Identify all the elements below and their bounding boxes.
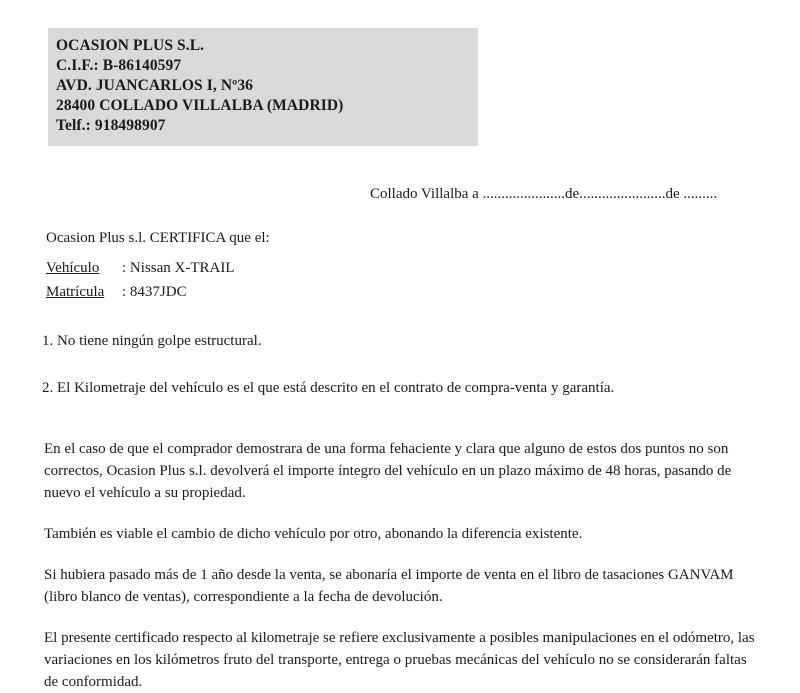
company-address-street: AVD. JUANCARLOS I, Nº36 xyxy=(56,77,254,94)
dateline: Collado Villalba a ......................de.......................de ......... xyxy=(370,186,718,202)
vehicle-field-label: Vehículo xyxy=(46,260,100,276)
terms-paragraph-3: Si hubiera pasado más de 1 año desde la venta, se abonaría el importe de venta en el libro de tasaciones GANVAM (libro blanco de ventas), correspondiente a la fecha de devolución. xyxy=(44,567,734,605)
terms-paragraph-1: En el caso de que el comprador demostrara de una forma fehaciente y clara que alguno de estos dos puntos no son correctos, Ocasion Plus s.l. devolverá el importe íntegro del vehículo en un plazo máximo de 48 horas, pasando de nuevo el vehículo a su propiedad. xyxy=(44,441,732,501)
vehicle-field-value: : Nissan X-TRAIL xyxy=(122,260,235,276)
company-cif: C.I.F.: B-86140597 xyxy=(56,57,182,74)
certification-intro: Ocasion Plus s.l. CERTIFICA que el: xyxy=(46,230,270,246)
vehicle-field-row xyxy=(46,257,766,279)
company-phone: Telf.: 918498907 xyxy=(56,117,166,134)
terms-paragraphs xyxy=(44,438,762,693)
terms-paragraph-4: El presente certificado respecto al kilometraje se refiere exclusivamente a posibles manipulaciones en el odómetro, las variaciones en los kilómetros fruto del transporte, entrega o pruebas mecánicas del vehículo no se considerarán faltas de conformidad. xyxy=(44,630,755,690)
certification-block xyxy=(46,228,766,305)
plate-field-row xyxy=(46,281,766,303)
company-name: OCASION PLUS S.L. xyxy=(56,37,205,54)
certified-point-1: 1. No tiene ningún golpe estructural. xyxy=(42,333,262,349)
terms-paragraph-2: También es viable el cambio de dicho vehículo por otro, abonando la diferencia existente. xyxy=(44,526,583,542)
certified-point-2: 2. El Kilometraje del vehículo es el que está descrito en el contrato de compra-venta y garantía. xyxy=(42,380,615,396)
certified-points-list xyxy=(42,331,772,425)
plate-field-value: : 8437JDC xyxy=(122,284,187,300)
plate-field-label: Matrícula xyxy=(46,284,105,300)
company-address-city: 28400 COLLADO VILLALBA (MADRID) xyxy=(56,97,344,114)
company-letterhead xyxy=(48,28,478,146)
